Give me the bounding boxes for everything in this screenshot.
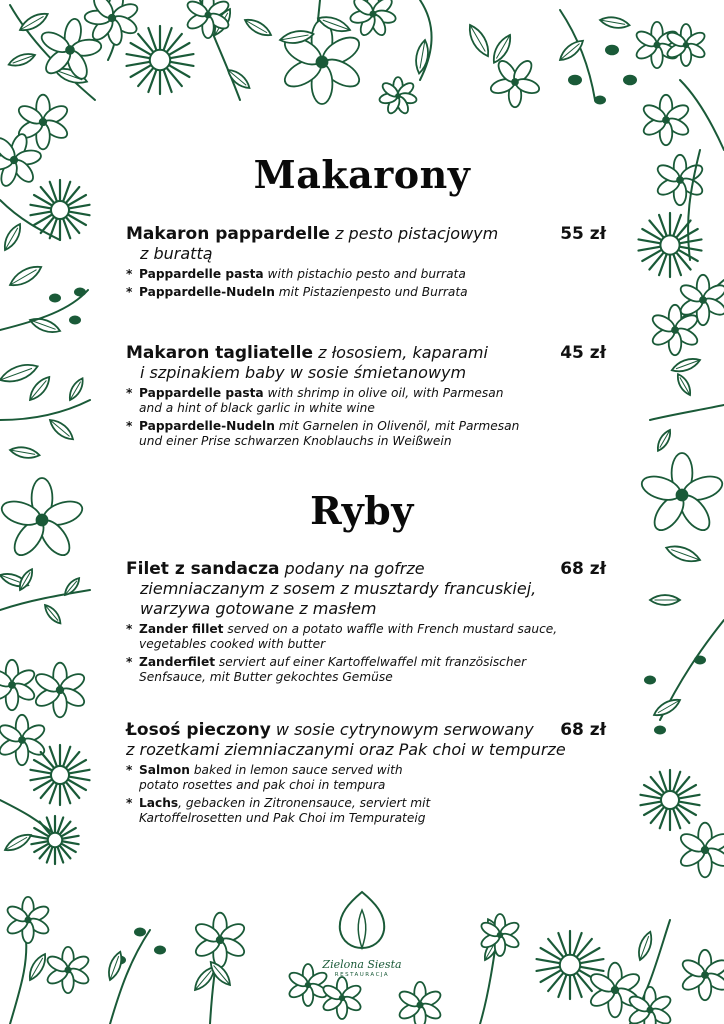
flower-icon <box>5 897 51 943</box>
flower-icon <box>349 0 397 37</box>
berry-icon <box>623 75 637 86</box>
translation-en: * Zander fillet served on a potato waffle with French mustard sauce, vegetables cooked with butter <box>126 622 558 651</box>
berry-icon <box>605 45 619 56</box>
flower-icon <box>641 95 691 145</box>
dish-description: w sosie cytrynowym serwowany <box>275 720 534 739</box>
leaf-icon <box>47 416 76 443</box>
leaf-icon <box>1 222 25 253</box>
leaf-icon <box>664 542 702 565</box>
dish-description: z łososiem, kaparami <box>318 343 488 362</box>
leaf-icon <box>225 66 252 91</box>
leaf-icon <box>675 372 694 397</box>
translation-de: * Pappardelle-Nudeln mit Garnelen in Olivenöl, mit Parmesan und einer Prise schwarzen Knoblauchs in Weißwein <box>126 419 520 448</box>
flower-icon <box>665 24 707 66</box>
leaf-icon <box>9 445 40 460</box>
translation-de: * Pappardelle-Nudeln mit Pistazienpesto und Burrata <box>126 285 468 299</box>
daisy-icon <box>638 213 701 277</box>
section-title-makarony: Makarony <box>253 152 471 197</box>
logo-name: Zielona Siesta <box>322 958 402 971</box>
leaf-icon <box>26 374 53 403</box>
dish-description-continued: z burattą <box>140 244 213 263</box>
leaf-icon <box>414 39 431 74</box>
dish-price: 68 zł <box>560 720 606 740</box>
stem-line <box>10 930 26 1024</box>
logo-subtitle: RESTAURACJA <box>334 972 390 978</box>
leaf-icon <box>66 376 86 402</box>
stem-line <box>650 405 724 420</box>
berry-icon <box>568 75 582 86</box>
leaf-icon <box>599 15 630 30</box>
daisy-icon <box>31 816 78 864</box>
flower-icon <box>397 982 443 1024</box>
daisy-icon <box>537 931 604 999</box>
flower-icon <box>379 77 418 115</box>
dish-name: Filet z sandacza <box>126 559 280 579</box>
flower-icon <box>634 22 680 68</box>
dish-name: Makaron pappardelle <box>126 224 330 244</box>
dish-price: 55 zł <box>560 224 606 244</box>
leaf-icon <box>465 22 493 59</box>
leaf-icon <box>3 831 34 855</box>
flower-icon <box>680 950 724 1000</box>
leaf-icon <box>7 51 36 69</box>
berry-icon <box>74 288 86 297</box>
leaf-icon <box>243 16 274 40</box>
berry-icon <box>134 928 146 937</box>
dish-description-continued: z rozetkami ziemniaczanymi oraz Pak choi w tempurze <box>126 740 566 759</box>
section-title-ryby: Ryby <box>310 488 414 533</box>
dish-pappardelle <box>126 224 606 300</box>
flower-icon <box>0 715 47 765</box>
daisy-icon <box>127 26 194 94</box>
dish-name: Makaron tagliatelle <box>126 343 313 363</box>
flower-icon <box>678 823 724 878</box>
dish-zander <box>126 559 606 685</box>
dish-description: z pesto pistacjowym <box>335 224 499 243</box>
dish-description: podany na gofrze <box>284 559 425 578</box>
leaf-icon <box>62 576 82 598</box>
dish-name: Łosoś pieczony <box>126 720 271 740</box>
leaf-icon <box>28 315 62 336</box>
berry-icon <box>654 726 666 735</box>
translation-en: * Pappardelle pasta with pistachio pesto and burrata <box>126 267 466 281</box>
leaf-icon <box>655 428 674 453</box>
flower-icon <box>185 0 231 38</box>
leaf-icon <box>105 950 125 982</box>
leaf-icon <box>26 952 50 983</box>
restaurant-logo <box>300 888 424 978</box>
leaf-icon <box>652 696 683 720</box>
stem-line <box>110 930 150 1024</box>
dish-salmon <box>126 720 606 826</box>
dish-description-continued-2: warzywa gotowane z masłem <box>140 599 377 618</box>
leaf-icon <box>650 595 680 605</box>
leaf-icon <box>0 360 40 386</box>
flower-icon <box>45 947 91 993</box>
translation-de: * Lachs, gebacken in Zitronensauce, serviert mit Kartoffelrosetten und Pak Choi im Tempurateig <box>126 796 431 825</box>
berry-icon <box>594 96 606 105</box>
berry-icon <box>644 676 656 685</box>
flower-icon <box>0 660 37 710</box>
dish-price: 45 zł <box>560 343 606 363</box>
berry-icon <box>694 656 706 665</box>
translation-en: * Salmon baked in lemon sauce served with potato rosettes and pak choi in tempura <box>126 763 403 792</box>
flower-icon <box>193 913 247 968</box>
stem-line <box>0 400 90 420</box>
berry-icon <box>154 946 166 955</box>
flower-icon <box>588 963 642 1018</box>
daisy-icon <box>640 770 699 830</box>
translation-en: * Pappardelle pasta with shrimp in olive oil, with Parmesan and a hint of black garlic in white wine <box>126 386 504 415</box>
flower-icon <box>33 663 87 718</box>
berry-icon <box>69 316 81 325</box>
leaf-icon <box>17 9 50 34</box>
flower-icon <box>489 58 541 107</box>
flower-icon <box>479 914 521 956</box>
flower-icon <box>321 977 363 1019</box>
translation-de: * Zanderfilet serviert auf einer Kartoffelwaffel mit französischer Senfsauce, mit Butter gekochtes Gemüse <box>126 655 527 684</box>
dish-description-continued: ziemniaczanym z sosem z musztardy francuskiej, <box>140 579 537 598</box>
leaf-icon <box>670 355 702 375</box>
berry-icon <box>49 294 61 303</box>
leaf-icon <box>42 602 63 625</box>
dish-description-continued: i szpinakiem baby w sosie śmietanowym <box>140 363 467 382</box>
leaf-icon <box>7 262 44 290</box>
dish-price: 68 zł <box>560 559 606 579</box>
leaf-icon <box>635 930 655 962</box>
leaf-logo-icon <box>332 888 392 952</box>
dish-tagliatelle <box>126 343 606 449</box>
